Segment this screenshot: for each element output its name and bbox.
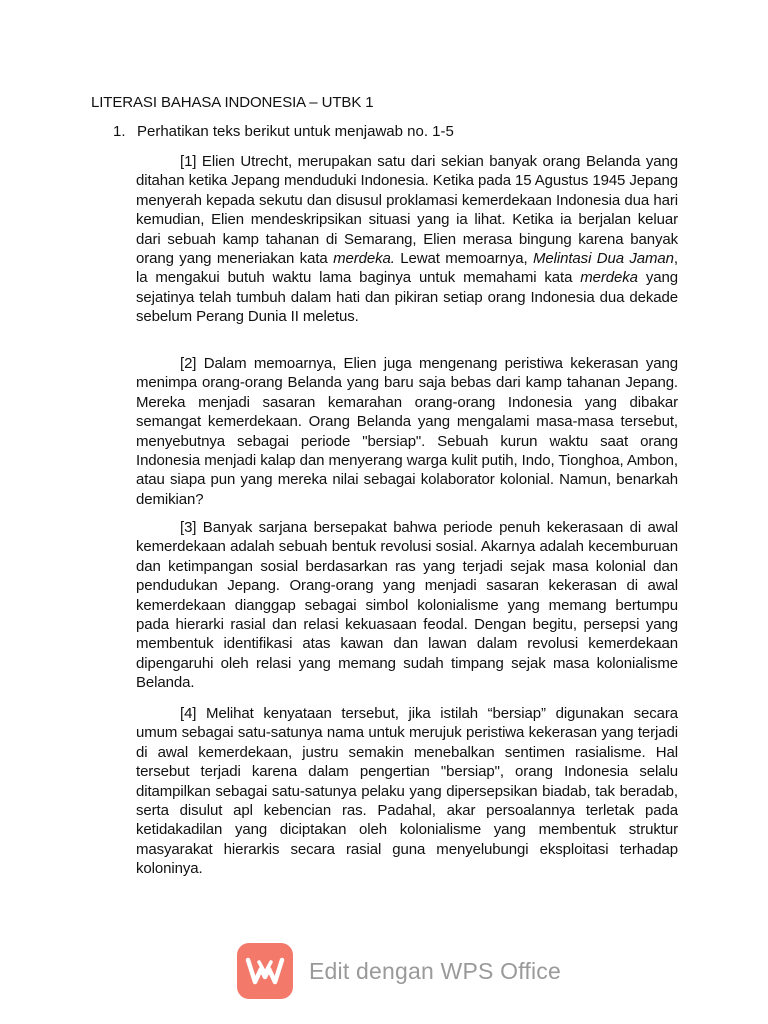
paragraph-text: Elien Utrecht, merupakan satu dari sekian banyak orang Belanda yang ditahan ketika Jepang menduduki Indonesia. Ketika pada 15 Agustus 1945 Jepang menyerah kepada sekutu dan disusul proklamasi kemerdekaan Indonesia dua hari kemudian, Elien mendeskripsikan situasi yang ia lihat. Ketika ia berjalan keluar dari sebuah kamp tahanan di Semarang, Elien merasa bingung karena banyak orang yang meneriakan kata xyxy=(136,153,678,268)
paragraph-3 xyxy=(136,518,678,693)
paragraph-text: Banyak sarjana bersepakat bahwa periode penuh kekerasaan di awal kemerdekaan adalah sebuah bentuk revolusi sosial. Akarnya adalah kecemburuan dan ketimpangan sosial berdasarkan ras yang terjadi sejak masa kolonial dan pendudukan Jepang. Orang-orang yang menjadi sasaran kekerasan di awal kemerdekaan dianggap sebagai simbol kolonialisme yang memang bertumpu pada hierarki rasial dan relasi kekuasaan feodal. Dengan begitu, persepsi yang membentuk identifikasi atas kawan dan lawan dalam revolusi kemerdekaan dipengaruhi oleh relasi yang memang sudah timpang sejak masa kolonialisme Belanda. xyxy=(136,519,678,692)
paragraph-text: , la mengakui butuh waktu lama baginya untuk memahami kata xyxy=(136,250,678,287)
paragraph-text: Lewat memoarnya, xyxy=(394,250,534,268)
italic-term: merdeka xyxy=(580,269,638,287)
paragraph-number: [3] xyxy=(180,519,197,536)
wps-office-logo-icon xyxy=(237,943,293,999)
paragraph-number: [1] xyxy=(180,153,197,170)
paragraph-text: yang sejatinya telah tumbuh dalam hati dan pikiran setiap orang Indonesia dua dekade sebelum Perang Dunia II meletus. xyxy=(136,269,678,326)
document-title: LITERASI BAHASA INDONESIA – UTBK 1 xyxy=(91,94,374,111)
italic-term: merdeka. xyxy=(333,250,395,268)
paragraph-text: Melihat kenyataan tersebut, jika istilah “bersiap” digunakan secara umum sebagai satu-satunya nama untuk merujuk peristiwa kekerasan yang terjadi di awal kemerdekaan, justru semakin menebalkan sentimen rasialisme. Hal tersebut terjadi karena dalam pengertian "bersiap", orang Indonesia selalu ditampilkan sebagai satu-satunya pelaku yang dipersepsikan biadab, tak beradab, serta disulut apl kebencian ras. Padahal, akar persoalannya terletak pada ketidakadilan yang diciptakan oleh kolonialisme yang membentuk struktur masyarakat hierarkis secara rasial guna menyelubungi eksploitasi terhadap koloninya. xyxy=(136,705,678,878)
wps-watermark[interactable] xyxy=(237,943,561,999)
paragraph-4 xyxy=(136,704,678,879)
paragraph-text: Dalam memoarnya, Elien juga mengenang peristiwa kekerasan yang menimpa orang-orang Belanda yang baru saja bebas dari kamp tahanan Jepang. Mereka menjadi sasaran kemarahan orang-orang Indonesia yang dibakar semangat kemerdekaan. Orang Belanda yang mengalami masa-masa tersebut, menyebutnya sebagai periode "bersiap". Sebuah kurun waktu saat orang Indonesia menjadi kalap dan menyerang warga kulit putih, Indo, Tionghoa, Ambon, atau siapa pun yang mereka nilai sebagai kolaborator kolonial. Namun, benarkah demikian? xyxy=(136,355,678,508)
wps-edit-link[interactable]: Edit dengan WPS Office xyxy=(309,957,561,984)
memoir-title: Melintasi Dua Jaman xyxy=(533,250,674,268)
paragraph-2 xyxy=(136,354,678,509)
question-prompt: Perhatikan teks berikut untuk menjawab no. 1-5 xyxy=(137,123,454,140)
wps-w-glyph-icon xyxy=(245,956,285,986)
paragraph-number: [2] xyxy=(180,355,197,372)
paragraph-1 xyxy=(136,152,678,327)
paragraph-number: [4] xyxy=(180,705,197,722)
question-number: 1. xyxy=(113,123,126,140)
